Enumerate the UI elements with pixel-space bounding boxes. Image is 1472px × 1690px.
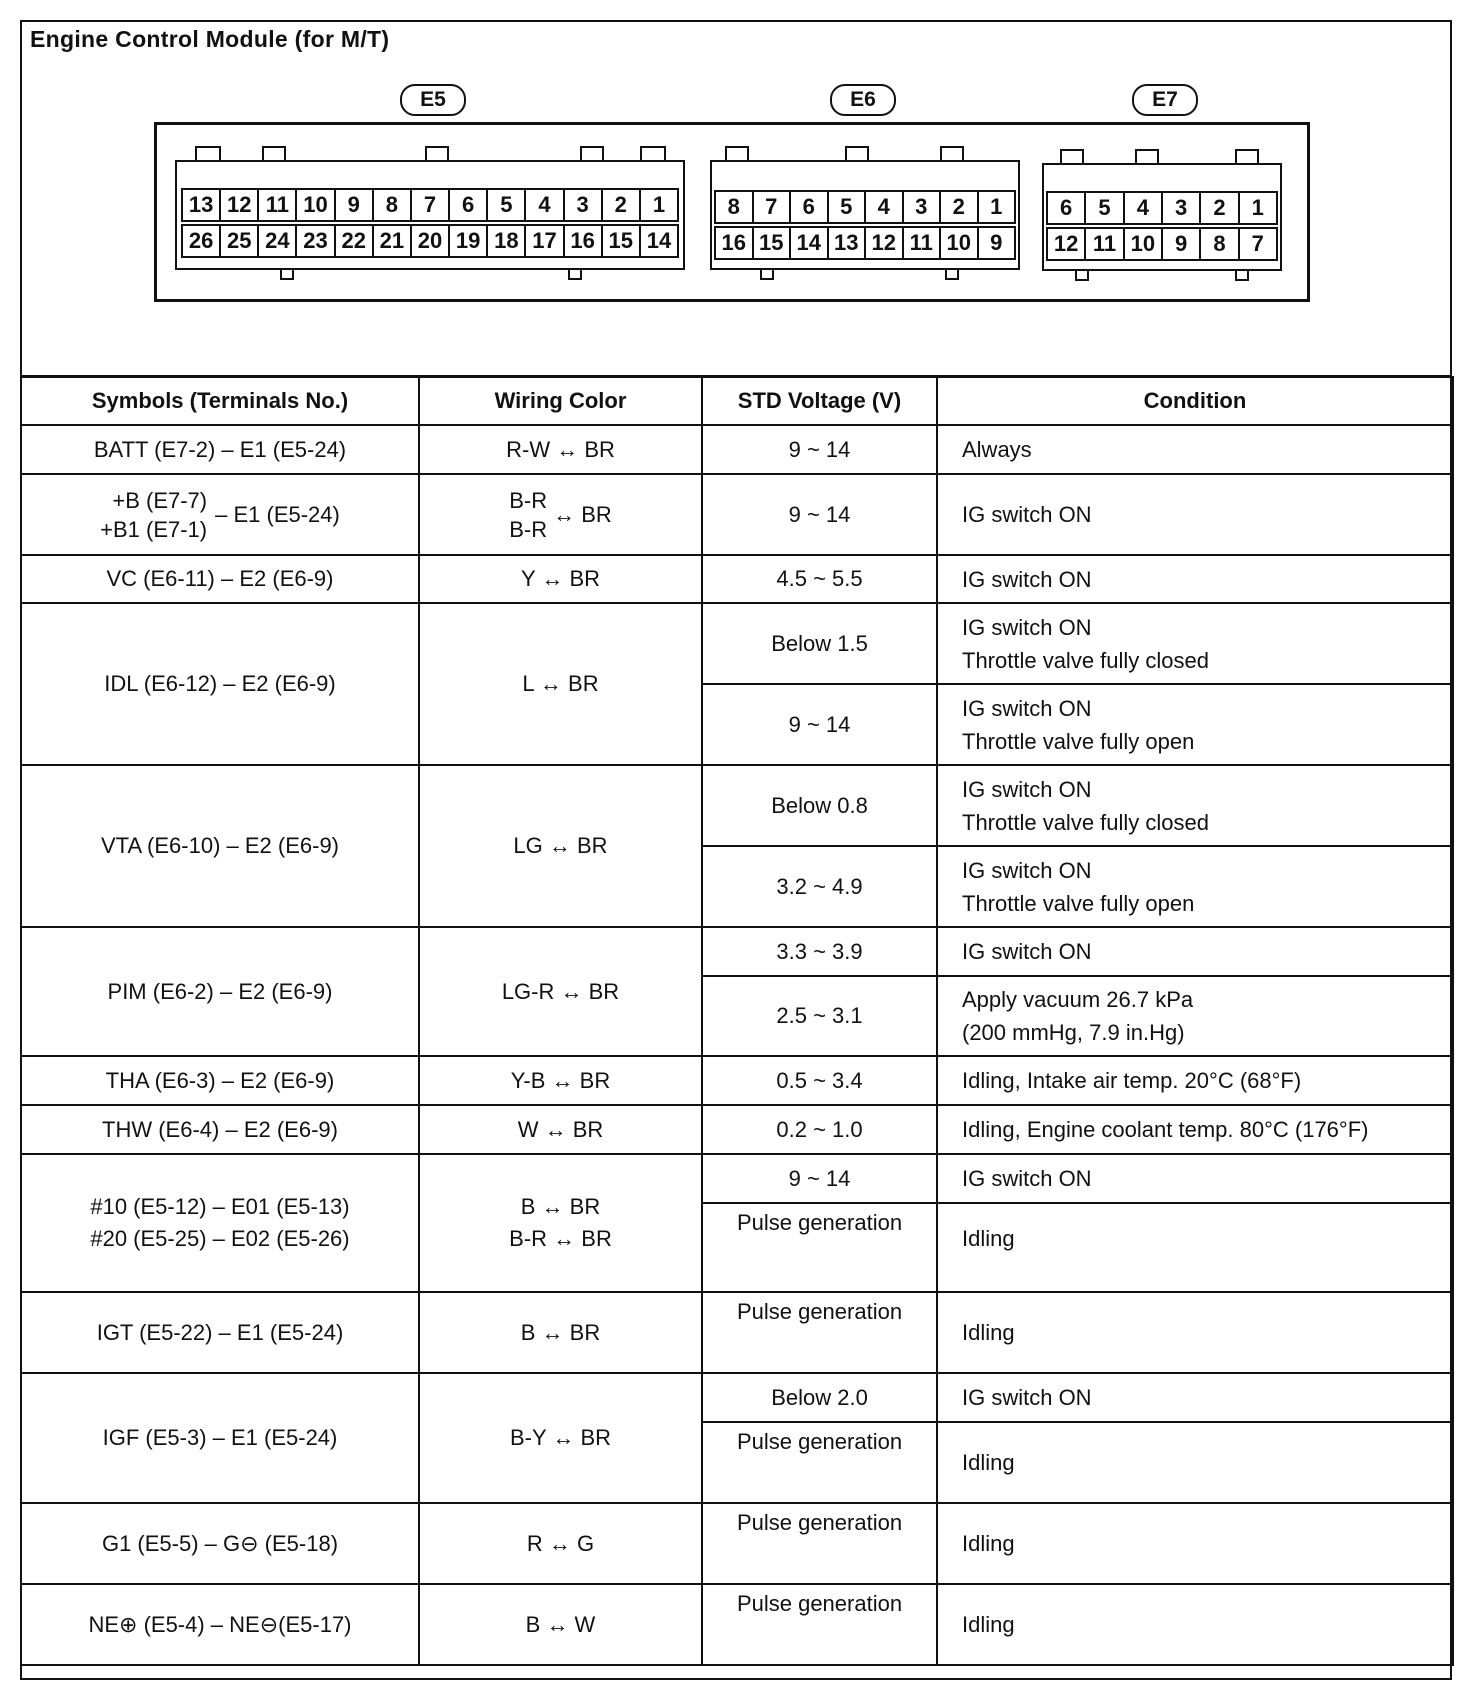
connector-key xyxy=(725,146,749,160)
pin: 11 xyxy=(1084,227,1124,261)
cell-symbol: PIM (E6-2) – E2 (E6-9) xyxy=(21,927,419,1056)
connector-key xyxy=(1235,149,1259,163)
terminal-table xyxy=(20,376,1452,1666)
connector-key xyxy=(262,146,286,160)
pin: 6 xyxy=(448,188,488,222)
cell-condition: IG switch ON xyxy=(937,1373,1453,1422)
wire-line: B-R ↔ BR xyxy=(509,1226,612,1251)
pin: 12 xyxy=(864,226,904,260)
cell-symbol: VC (E6-11) – E2 (E6-9) xyxy=(21,555,419,603)
cell-symbol: IGF (E5-3) – E1 (E5-24) xyxy=(21,1373,419,1503)
pin: 10 xyxy=(1123,227,1163,261)
pin: 21 xyxy=(372,224,412,258)
cell-symbol xyxy=(21,474,419,555)
pin: 10 xyxy=(295,188,335,222)
connector-latch xyxy=(945,270,959,280)
cell-condition: IG switch ON xyxy=(937,1154,1453,1203)
condition-line: IG switch ON xyxy=(962,614,1092,640)
cell-voltage: Pulse generation xyxy=(702,1203,937,1292)
table-row xyxy=(21,474,1453,555)
cell-voltage: 9 ~ 14 xyxy=(702,1154,937,1203)
wire-suffix: ↔ BR xyxy=(553,501,612,527)
pin: 3 xyxy=(902,190,942,224)
cell-condition: Idling xyxy=(937,1584,1453,1665)
condition-line: Apply vacuum 26.7 kPa xyxy=(962,987,1194,1012)
pin: 22 xyxy=(334,224,374,258)
pin: 13 xyxy=(181,188,221,222)
cell-voltage: Pulse generation xyxy=(702,1503,937,1584)
col-header-voltage: STD Voltage (V) xyxy=(702,377,937,425)
pin: 6 xyxy=(789,190,829,224)
cell-symbol: NE⊕ (E5-4) – NE⊖(E5-17) xyxy=(21,1584,419,1665)
symbol-line: #10 (E5-12) – E01 (E5-13) xyxy=(90,1194,350,1219)
pin: 11 xyxy=(257,188,297,222)
table-row xyxy=(21,1503,1453,1584)
condition-line: (200 mmHg, 7.9 in.Hg) xyxy=(962,1020,1185,1045)
table-row xyxy=(21,1056,1453,1105)
cell-condition xyxy=(937,976,1453,1056)
pin: 2 xyxy=(939,190,979,224)
pin: 1 xyxy=(639,188,679,222)
col-header-symbols: Symbols (Terminals No.) xyxy=(21,377,419,425)
connector-e6-top-row xyxy=(714,190,1016,224)
cell-voltage: 0.5 ~ 3.4 xyxy=(702,1056,937,1105)
connector-e7-bottom-row xyxy=(1046,227,1278,261)
connector-latch xyxy=(1235,271,1249,281)
pin: 12 xyxy=(219,188,259,222)
pin: 14 xyxy=(789,226,829,260)
connector-latch xyxy=(280,270,294,280)
cell-condition: IG switch ON xyxy=(937,474,1453,555)
cell-wire: W ↔ BR xyxy=(419,1105,702,1154)
cell-condition: IG switch ON xyxy=(937,927,1453,976)
cell-voltage: Below 0.8 xyxy=(702,765,937,846)
pin: 15 xyxy=(601,224,641,258)
pin: 19 xyxy=(448,224,488,258)
cell-voltage: 9 ~ 14 xyxy=(702,425,937,474)
cell-condition: Idling, Intake air temp. 20°C (68°F) xyxy=(937,1056,1453,1105)
cell-condition: Idling xyxy=(937,1422,1453,1503)
cell-wire: R ↔ G xyxy=(419,1503,702,1584)
cell-wire: R-W ↔ BR xyxy=(419,425,702,474)
cell-wire: Y ↔ BR xyxy=(419,555,702,603)
cell-symbol: THW (E6-4) – E2 (E6-9) xyxy=(21,1105,419,1154)
connector-key xyxy=(940,146,964,160)
cell-condition: Always xyxy=(937,425,1453,474)
condition-line: IG switch ON xyxy=(962,776,1092,802)
table-row xyxy=(21,765,1453,846)
cell-condition xyxy=(937,603,1453,684)
cell-condition xyxy=(937,765,1453,846)
cell-condition: IG switch ON xyxy=(937,555,1453,603)
pin: 14 xyxy=(639,224,679,258)
pin: 3 xyxy=(563,188,603,222)
symbol-line: +B (E7-7) xyxy=(112,487,208,513)
pin: 4 xyxy=(1123,191,1163,225)
pin: 12 xyxy=(1046,227,1086,261)
pin: 13 xyxy=(827,226,867,260)
cell-voltage: Pulse generation xyxy=(702,1422,937,1503)
pin: 8 xyxy=(714,190,754,224)
connector-e7-top-row xyxy=(1046,191,1278,225)
cell-voltage: 9 ~ 14 xyxy=(702,474,937,555)
pin: 2 xyxy=(601,188,641,222)
pin: 9 xyxy=(1161,227,1201,261)
connector-key xyxy=(195,146,221,160)
cell-wire xyxy=(419,474,702,555)
cell-symbol: BATT (E7-2) – E1 (E5-24) xyxy=(21,425,419,474)
cell-voltage: 3.3 ~ 3.9 xyxy=(702,927,937,976)
pin: 5 xyxy=(486,188,526,222)
wire-line: B-R xyxy=(509,487,548,513)
condition-line: IG switch ON xyxy=(962,695,1092,721)
connector-e5 xyxy=(175,160,685,270)
cell-condition xyxy=(937,846,1453,927)
pin: 23 xyxy=(295,224,335,258)
pin: 7 xyxy=(752,190,792,224)
connector-e5-bottom-row xyxy=(181,224,679,258)
cell-voltage: Pulse generation xyxy=(702,1584,937,1665)
connector-latch xyxy=(568,270,582,280)
pin: 1 xyxy=(1238,191,1278,225)
cell-wire: L ↔ BR xyxy=(419,603,702,765)
connector-e6-bottom-row xyxy=(714,226,1016,260)
condition-line: Throttle valve fully open xyxy=(962,728,1195,754)
cell-wire: B ↔ W xyxy=(419,1584,702,1665)
pin: 15 xyxy=(752,226,792,260)
cell-wire: LG-R ↔ BR xyxy=(419,927,702,1056)
pin: 9 xyxy=(334,188,374,222)
pin: 5 xyxy=(827,190,867,224)
connector-label-e5: E5 xyxy=(400,84,466,116)
wire-line: B-R xyxy=(509,516,548,542)
pin: 7 xyxy=(410,188,450,222)
pin: 24 xyxy=(257,224,297,258)
cell-voltage: 3.2 ~ 4.9 xyxy=(702,846,937,927)
cell-voltage: 0.2 ~ 1.0 xyxy=(702,1105,937,1154)
connector-latch xyxy=(760,270,774,280)
pin: 4 xyxy=(864,190,904,224)
cell-condition: Idling xyxy=(937,1203,1453,1292)
cell-voltage: Below 2.0 xyxy=(702,1373,937,1422)
pin: 3 xyxy=(1161,191,1201,225)
connector-key xyxy=(845,146,869,160)
page-title: Engine Control Module (for M/T) xyxy=(30,26,390,52)
table-row xyxy=(21,1105,1453,1154)
table-row xyxy=(21,603,1453,684)
pin: 11 xyxy=(902,226,942,260)
table-row xyxy=(21,1292,1453,1373)
symbol-suffix: – E1 (E5-24) xyxy=(215,501,340,527)
cell-voltage: 4.5 ~ 5.5 xyxy=(702,555,937,603)
pin: 20 xyxy=(410,224,450,258)
pin: 18 xyxy=(486,224,526,258)
cell-condition: Idling xyxy=(937,1503,1453,1584)
condition-line: Throttle valve fully closed xyxy=(962,809,1209,835)
cell-symbol: THA (E6-3) – E2 (E6-9) xyxy=(21,1056,419,1105)
cell-wire: LG ↔ BR xyxy=(419,765,702,927)
table-row xyxy=(21,1373,1453,1422)
cell-wire: Y-B ↔ BR xyxy=(419,1056,702,1105)
pin: 2 xyxy=(1199,191,1239,225)
table-header-row xyxy=(21,377,1453,425)
pin: 8 xyxy=(372,188,412,222)
connector-label-e6: E6 xyxy=(830,84,896,116)
pin: 8 xyxy=(1199,227,1239,261)
pin: 6 xyxy=(1046,191,1086,225)
connector-key xyxy=(1135,149,1159,163)
connector-e7 xyxy=(1042,163,1282,271)
condition-line: Throttle valve fully closed xyxy=(962,647,1209,673)
pin: 10 xyxy=(939,226,979,260)
cell-wire xyxy=(419,1154,702,1292)
wire-line: B ↔ BR xyxy=(520,1194,601,1219)
table-row xyxy=(21,555,1453,603)
col-header-condition: Condition xyxy=(937,377,1453,425)
cell-condition xyxy=(937,684,1453,765)
connector-e6 xyxy=(710,160,1020,270)
pin: 9 xyxy=(977,226,1017,260)
cell-symbol xyxy=(21,1154,419,1292)
symbol-line: +B1 (E7-1) xyxy=(100,516,208,542)
cell-condition: Idling, Engine coolant temp. 80°C (176°F) xyxy=(937,1105,1453,1154)
connector-latch xyxy=(1075,271,1089,281)
cell-wire: B ↔ BR xyxy=(419,1292,702,1373)
condition-line: Throttle valve fully open xyxy=(962,890,1195,916)
cell-voltage: Pulse generation xyxy=(702,1292,937,1373)
col-header-wiring: Wiring Color xyxy=(419,377,702,425)
cell-symbol: IDL (E6-12) – E2 (E6-9) xyxy=(21,603,419,765)
connector-key xyxy=(640,146,666,160)
cell-symbol: IGT (E5-22) – E1 (E5-24) xyxy=(21,1292,419,1373)
table-row xyxy=(21,1154,1453,1203)
connector-key xyxy=(580,146,604,160)
cell-wire: B-Y ↔ BR xyxy=(419,1373,702,1503)
table-row xyxy=(21,927,1453,976)
cell-voltage: 2.5 ~ 3.1 xyxy=(702,976,937,1056)
pin: 1 xyxy=(977,190,1017,224)
cell-voltage: Below 1.5 xyxy=(702,603,937,684)
pin: 7 xyxy=(1238,227,1278,261)
condition-line: IG switch ON xyxy=(962,857,1092,883)
pin: 17 xyxy=(524,224,564,258)
pin: 16 xyxy=(563,224,603,258)
connector-key xyxy=(1060,149,1084,163)
pin: 16 xyxy=(714,226,754,260)
table-row xyxy=(21,1584,1453,1665)
pin: 26 xyxy=(181,224,221,258)
connector-e5-top-row xyxy=(181,188,679,222)
cell-symbol: G1 (E5-5) – G⊖ (E5-18) xyxy=(21,1503,419,1584)
cell-condition: Idling xyxy=(937,1292,1453,1373)
table-row xyxy=(21,425,1453,474)
connector-key xyxy=(425,146,449,160)
cell-voltage: 9 ~ 14 xyxy=(702,684,937,765)
connector-label-e7: E7 xyxy=(1132,84,1198,116)
pin: 4 xyxy=(524,188,564,222)
pin: 5 xyxy=(1084,191,1124,225)
cell-symbol: VTA (E6-10) – E2 (E6-9) xyxy=(21,765,419,927)
symbol-line: #20 (E5-25) – E02 (E5-26) xyxy=(90,1226,350,1251)
pin: 25 xyxy=(219,224,259,258)
